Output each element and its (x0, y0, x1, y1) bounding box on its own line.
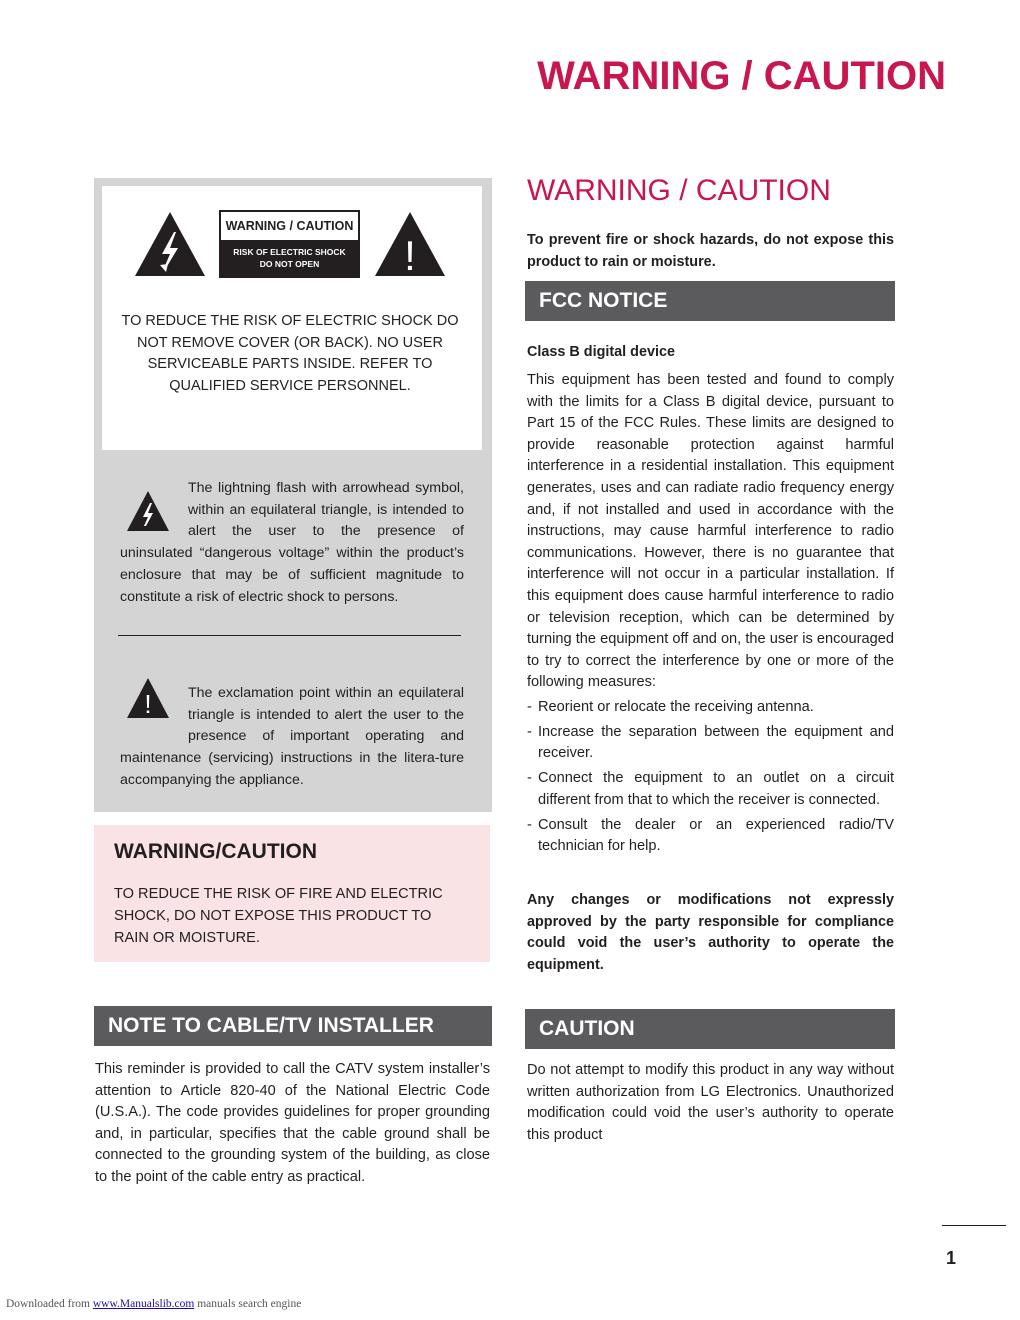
list-item-text: Increase the separation between the equipment and receiver. (538, 723, 894, 762)
warning-label-text (221, 246, 358, 270)
shock-notice: TO REDUCE THE RISK OF ELECTRIC SHOCK DO NOT REMOVE COVER (OR BACK). NO USER SERVICEABLE PARTS INSIDE. REFER TO QUALIFIED SERVICE PERSONNEL. (121, 313, 459, 394)
class-b-heading: Class B digital device (527, 344, 675, 360)
lightning-triangle-icon (133, 210, 207, 278)
list-item (527, 697, 894, 719)
intro-text: To prevent fire or shock hazards, do not expose this product to rain or moisture. (527, 232, 894, 270)
fcc-notice-heading: FCC NOTICE (525, 281, 895, 321)
exclamation-explanation (120, 683, 464, 792)
manualslib-link[interactable]: www.Manualslib.com (92, 1298, 195, 1310)
warning-label-line: DO NOT OPEN (259, 259, 320, 269)
changes-notice: Any changes or modifications not expressly approved by the party responsible for compliance could void the user’s authority to operate the equipment. (527, 892, 894, 973)
fcc-text: This equipment has been tested and found to comply with the limits for a Class B digital device, pursuant to Part 15 of the FCC Rules. These limits are designed to provide reasonable protection against harmful interference in a residential installation. This equipment generates, uses and can radiate radio frequency energy and, if not installed and used in accordance with the instructions, may cause harmful interference to radio communications. However, there is no guarantee that interference will not occur in a particular installation. If this equipment does cause harmful interference to radio or television reception, which can be determined by turning the equipment off and on, the user is encouraged to try to correct the interference by one or more of the following measures: (527, 372, 894, 691)
list-item-text: Consult the dealer or an experienced radio/TV technician for help. (538, 816, 894, 855)
installer-heading: NOTE TO CABLE/TV INSTALLER (94, 1006, 492, 1046)
installer-text: This reminder is provided to call the CATV system installer’s attention to Article 820-40 of the National Electric Code (U.S.A.). The code provides guidelines for proper grounding and, in particular, specifies that the cable ground shall be connected to the grounding system of the building, as close to the point of the cable entry as practical. (95, 1061, 490, 1185)
caution-heading: CAUTION (525, 1009, 895, 1049)
divider (118, 635, 461, 636)
download-note (6, 1298, 301, 1310)
list-bullet: - (527, 770, 532, 787)
caution-text: Do not attempt to modify this product in any way without written authorization from LG Electronics. Unauthorized modification could void the user’s authority to operate this product (527, 1062, 894, 1143)
list-item-text: Reorient or relocate the receiving antenna. (538, 699, 814, 715)
footer-rule (942, 1225, 1006, 1226)
lightning-triangle-icon (126, 490, 170, 532)
download-prefix: Downloaded from (6, 1298, 90, 1310)
list-bullet: - (527, 699, 532, 715)
list-bullet: - (527, 723, 532, 740)
exclamation-explanation-text: The exclamation point within an equilateral triangle is intended to alert the user to the presence of important operating and maintenance (servicing) instructions in the litera-ture accompanying the appliance. (120, 685, 464, 788)
list-item (527, 768, 894, 811)
lightning-explanation (120, 478, 464, 608)
list-item (527, 815, 894, 858)
section-heading: WARNING / CAUTION (527, 174, 831, 207)
exclamation-triangle-icon (373, 210, 447, 278)
list-item (527, 722, 894, 765)
warning-label-heading: WARNING / CAUTION (221, 212, 358, 240)
warning-box-text: TO REDUCE THE RISK OF FIRE AND ELECTRIC SHOCK, DO NOT EXPOSE THIS PRODUCT TO RAIN OR MOISTURE. (114, 886, 443, 946)
page-number: 1 (945, 1248, 956, 1268)
page-title: WARNING / CAUTION (537, 54, 946, 98)
exclamation-triangle-icon (126, 677, 170, 719)
exclamation-glyph: ! (144, 689, 152, 719)
list-bullet: - (527, 816, 532, 833)
list-item-text: Connect the equipment to an outlet on a circuit different from that to which the receiver is connected. (538, 770, 894, 808)
measures-list (527, 697, 894, 861)
download-suffix: manuals search engine (194, 1298, 302, 1310)
warning-box-heading: WARNING/CAUTION (114, 840, 317, 863)
exclamation-glyph: ! (404, 232, 416, 278)
warning-label-line: RISK OF ELECTRIC SHOCK (233, 247, 346, 257)
lightning-explanation-text: The lightning flash with arrowhead symbol, within an equilateral triangle, is intended to alert the user to the presence of uninsulated “dangerous voltage” within the product’s enclosure that may be of sufficient magnitude to constitute a risk of electric shock to persons. (120, 480, 464, 605)
